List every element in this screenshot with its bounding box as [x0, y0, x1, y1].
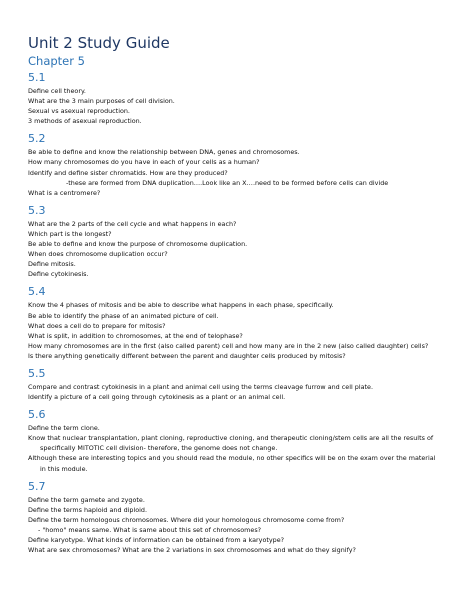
- question-line: Identify a picture of a cell going through cytokinesis as a plant or an animal cell.: [28, 393, 286, 402]
- question-line: Be able to define and know the purpose of chromosome duplication.: [28, 240, 248, 249]
- section-5-2: [28, 132, 438, 197]
- section-5-4: [28, 285, 438, 361]
- question-line: Define the term homologous chromosomes. Where did your homologous chromosome come from?: [28, 515, 345, 524]
- question-line: What is a centromere?: [28, 188, 101, 197]
- question-line: Define the terms haploid and diploid.: [28, 505, 148, 514]
- question-line: How many chromosomes do you have in each of your cells as a human?: [28, 158, 260, 167]
- question-line: What are sex chromosomes? What are the 2 variations in sex chromosomes and what do they signify?: [28, 546, 356, 555]
- question-line: Define cell theory.: [28, 87, 86, 95]
- question-line: Sexual vs asexual reproduction.: [28, 107, 130, 116]
- question-line: How many chromosomes are in the first (also called parent) cell and how many are in the 2 new (also called daughter) cells?: [28, 341, 429, 350]
- question-line: Define cytokinesis.: [28, 270, 89, 279]
- section-heading: 5.3: [28, 203, 46, 217]
- document-title: Unit 2 Study Guide: [28, 34, 170, 52]
- note-line: - "homo" means same. What is same about this set of chromosomes?: [38, 525, 262, 534]
- section-heading: 5.4: [28, 285, 46, 299]
- section-heading: 5.2: [28, 132, 46, 146]
- question-line: Which part is the longest?: [28, 229, 112, 238]
- question-line: Define the term clone.: [28, 424, 100, 433]
- question-line: Identify and define sister chromatids. How are they produced?: [28, 168, 228, 177]
- section-5-1: [28, 71, 438, 126]
- section-heading: 5.7: [28, 479, 46, 493]
- section-heading: 5.6: [28, 408, 46, 422]
- question-line: Define mitosis.: [28, 260, 76, 269]
- question-line: Define the term gamete and zygote.: [28, 495, 145, 504]
- section-heading: 5.5: [28, 366, 46, 380]
- question-line: Compare and contrast cytokinesis in a plant and animal cell using the terms cleavage furrow and cell plate.: [28, 382, 373, 391]
- chapter-heading: Chapter 5: [28, 54, 85, 68]
- section-5-3: [28, 204, 438, 280]
- question-line: When does chromosome duplication occur?: [28, 250, 168, 259]
- question-line: What are the 2 parts of the cell cycle and what happens in each?: [28, 219, 237, 228]
- question-line: Be able to define and know the relationship between DNA, genes and chromosomes.: [28, 148, 300, 157]
- question-line: Although these are interesting topics and you should read the module, no other specifics will be on the exam over the material in this module.: [28, 454, 436, 473]
- question-line: What is split, in addition to chromosomes, at the end of telophase?: [28, 331, 243, 340]
- section-5-7: [28, 480, 438, 556]
- question-line: Is there anything genetically different between the parent and daughter cells produced by mitosis?: [28, 351, 346, 360]
- question-line: 3 methods of asexual reproduction.: [28, 117, 142, 126]
- question-line: Know that nuclear transplantation, plant cloning, reproductive cloning, and therapeutic cloning/stem cells are all the results of specifically MITOTIC cell division- therefore, the genome does not change.: [28, 434, 434, 453]
- note-line: -these are formed from DNA duplication….Look like an X….need to be formed before cells can divide: [66, 178, 389, 187]
- section-5-6: [28, 408, 438, 473]
- section-5-5: [28, 367, 438, 402]
- section-heading: 5.1: [28, 71, 46, 84]
- question-line: What does a cell do to prepare for mitosis?: [28, 321, 166, 330]
- question-line: Know the 4 phases of mitosis and be able to describe what happens in each phase, specifically.: [28, 301, 334, 310]
- question-line: Be able to identify the phase of an animated picture of cell.: [28, 311, 219, 320]
- question-line: What are the 3 main purposes of cell division.: [28, 97, 175, 106]
- question-line: Define karyotype. What kinds of information can be obtained from a karyotype?: [28, 536, 285, 544]
